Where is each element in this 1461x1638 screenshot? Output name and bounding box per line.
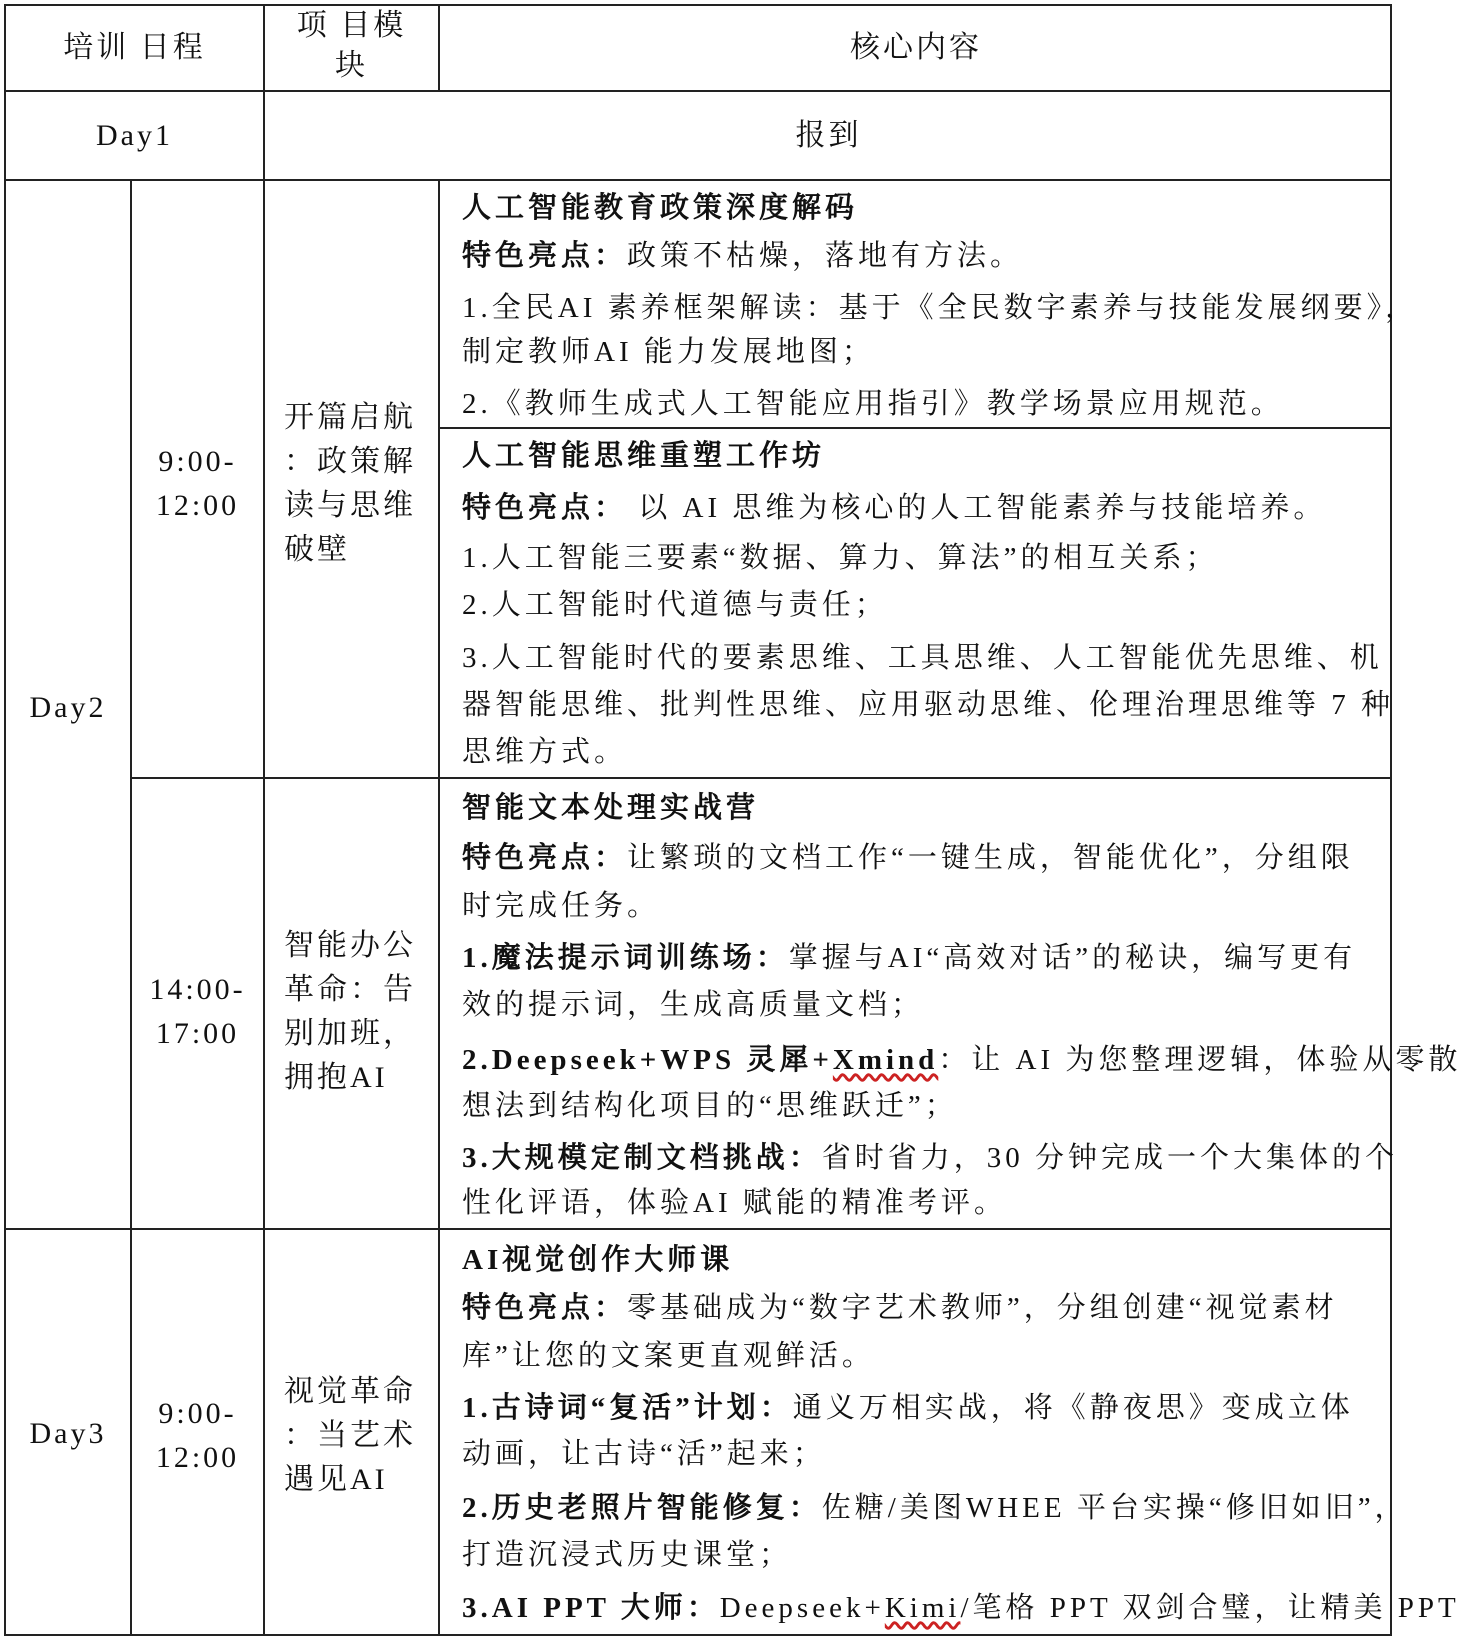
highlight-line: 特色亮点：零基础成为“数字艺术教师”，分组创建“视觉素材 (462, 1292, 1338, 1324)
row-divider (438, 427, 1392, 429)
list-item: 1.古诗词“复活”计划：通义万相实战，将《静夜思》变成立体 (462, 1392, 1354, 1424)
block-title: 人工智能教育政策深度解码 (462, 192, 859, 224)
row-divider (4, 90, 1392, 92)
block-title: AI视觉创作大师课 (462, 1244, 734, 1276)
list-item: 3.大规模定制文档挑战：省时省力，30 分钟完成一个大集体的个 (462, 1142, 1399, 1174)
day2-afternoon-module: 智能办公 革命：告 别加班， 拥抱AI (284, 929, 416, 1094)
day1-label: Day1 (96, 119, 173, 152)
list-item: 3.人工智能时代的要素思维、工具思维、人工智能优先思维、机 (462, 642, 1383, 674)
list-item: 性化评语，体验AI 赋能的精准考评。 (462, 1187, 1007, 1219)
header-schedule: 培训 日程 (63, 31, 206, 64)
header-module: 项 目模 块 (296, 9, 407, 82)
list-item: 2.人工智能时代道德与责任； (462, 589, 888, 621)
column-divider (438, 179, 440, 1636)
list-item: 思维方式。 (462, 736, 628, 768)
list-item: 2.Deepseek+WPS 灵犀+Xmind：让 AI 为您整理逻辑，体验从零散 (462, 1044, 1461, 1076)
row-divider (130, 777, 1392, 779)
highlight-line: 特色亮点：政策不枯燥，落地有方法。 (462, 240, 1024, 272)
list-item: 想法到结构化项目的“思维跃迁”； (462, 1090, 958, 1122)
list-item: 2.《教师生成式人工智能应用指引》教学场景应用规范。 (462, 388, 1284, 420)
highlight-line: 特色亮点： 以 AI 思维为核心的人工智能素养与技能培养。 (462, 492, 1327, 524)
list-item: 动画，让古诗“活”起来； (462, 1438, 826, 1470)
row-divider (4, 1228, 1392, 1230)
day2-morning-module: 开篇启航 ：政策解 读与思维 破壁 (284, 401, 416, 566)
day3-morning-time: 9:00- 12:00 (155, 1397, 240, 1474)
day2-afternoon-time: 14:00- 17:00 (149, 973, 246, 1050)
day2-morning-time: 9:00- 12:00 (155, 445, 240, 522)
list-item: 1.魔法提示词训练场：掌握与AI“高效对话”的秘诀，编写更有 (462, 942, 1357, 974)
day3-label: Day3 (29, 1417, 107, 1450)
highlight-line: 特色亮点：让繁琐的文档工作“一键生成，智能优化”，分组限 (462, 842, 1354, 874)
list-item: 器智能思维、批判性思维、应用驱动思维、伦理治理思维等 7 种 (462, 689, 1395, 721)
column-divider (263, 4, 265, 1636)
list-item: 1.人工智能三要素“数据、算力、算法”的相互关系； (462, 542, 1219, 574)
list-item: 制定教师AI 能力发展地图； (462, 336, 875, 368)
day3-morning-module: 视觉革命 ：当艺术 遇见AI (284, 1375, 416, 1496)
block-title: 人工智能思维重塑工作坊 (462, 440, 826, 472)
block-title: 智能文本处理实战营 (462, 792, 760, 824)
highlight-line: 库”让您的文案更直观鲜活。 (462, 1340, 875, 1372)
header-content: 核心内容 (850, 31, 982, 64)
day1-content: 报到 (795, 119, 862, 152)
row-divider (4, 179, 1392, 181)
list-item: 3.AI PPT 大师：Deepseek+Kimi/笔格 PPT 双剑合璧，让精美 PPT (462, 1592, 1460, 1624)
highlight-line: 时完成任务。 (462, 890, 661, 922)
day2-label: Day2 (29, 691, 107, 724)
list-item: 打造沉浸式历史课堂； (462, 1539, 793, 1571)
list-item: 效的提示词，生成高质量文档； (462, 989, 925, 1021)
list-item: 2.历史老照片智能修复：佐糖/美图WHEE 平台实操“修旧如旧”， (462, 1492, 1408, 1524)
list-item: 1.全民AI 素养框架解读：基于《全民数字素养与技能发展纲要》， (462, 292, 1419, 324)
